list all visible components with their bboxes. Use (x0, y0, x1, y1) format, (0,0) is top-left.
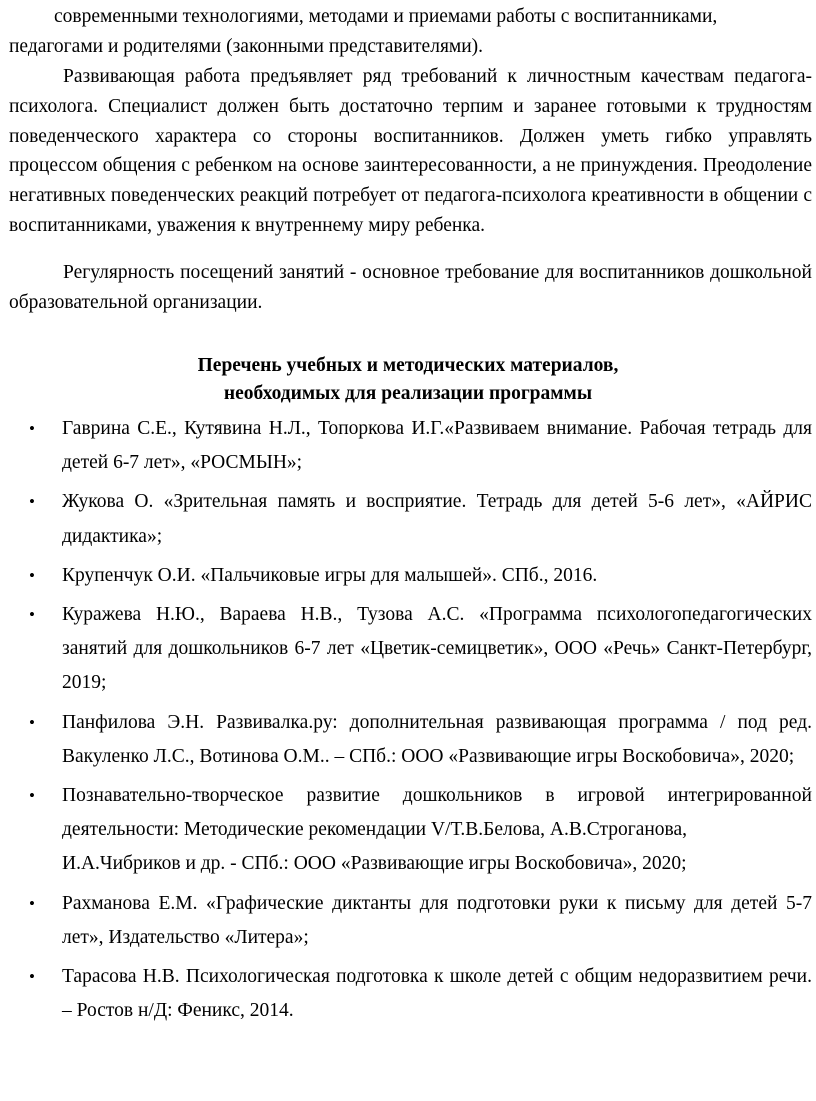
intro-paragraph (9, 2, 812, 62)
list-item-text: Рахманова Е.М. «Графические диктанты для подготовки руки к письму для детей 5-7 лет», Издательство «Литера»; (62, 892, 812, 948)
bullet-icon: • (29, 605, 35, 625)
bullet-icon: • (29, 419, 35, 438)
list-item (0, 706, 816, 774)
materials-list (0, 412, 816, 1033)
list-item (0, 960, 816, 1028)
paragraph-1-text: Развивающая работа предъявляет ряд требований к личностным качествам педагога-психолога. Специалист должен быть достаточно терпим и заранее готовыми к трудностям поведенческого характера со стороны воспитанников. Должен уметь гибко управлять процессом общения с ребенком на основе заинтересованности, а не принуждения. Преодоление негативных поведенческих реакций потребует от педагога-психолога креативности в общении с воспитанниками, уважения к внутреннему миру ребенка. (9, 66, 812, 236)
list-item (0, 559, 816, 593)
list-item-text: Тарасова Н.В. Психологическая подготовка к школе детей с общим недоразвитием речи. – Ростов н/Д: Феникс, 2014. (62, 966, 812, 1022)
bullet-icon: • (29, 492, 35, 512)
bullet-icon: • (29, 565, 35, 585)
bullet-icon: • (29, 712, 35, 732)
list-item-continuation: И.А.Чибриков и др. - СПб.: ООО «Развивающие игры Воскобовича», 2020; (62, 853, 687, 875)
list-item-text: Жукова О. «Зрительная память и восприятие. Тетрадь для детей 5-6 лет», «АЙРИС дидактика»; (62, 491, 812, 547)
list-item (0, 412, 816, 480)
heading-line-1: Перечень учебных и методических материалов, (197, 355, 619, 376)
list-item-text: Познавательно-творческое развитие дошкольников в игровой интегрированной деятельности: Методические рекомендации V/Т.В.Белова, А.В.Строганова, (62, 785, 812, 841)
paragraph-2-text: Регулярность посещений занятий - основное требование для воспитанников дошкольной образовательной организации. (9, 262, 812, 313)
list-item-text: Куражева Н.Ю., Вараева Н.В., Тузова А.С. «Программа психологопедагогических занятий для дошкольников 6-7 лет «Цветик-семицветик», ООО «Речь» Санкт-Петербург, 2019; (62, 604, 812, 694)
list-item-text: Гаврина С.Е., Кутявина Н.Л., Топоркова И.Г.«Развиваем внимание. Рабочая тетрадь для детей 6-7 лет», «РОСМЫН»; (62, 418, 812, 474)
list-item-text: Панфилова Э.Н. Развивалка.ру: дополнительная развивающая программа / под ред. Вакуленко Л.С., Вотинова О.М.. – СПб.: ООО «Развивающие игры Воскобовича», 2020; (62, 711, 812, 767)
intro-line-2: педагогами и родителями (законными представителями). (9, 35, 484, 57)
section-heading (0, 352, 816, 408)
list-item (0, 779, 816, 882)
bullet-icon: • (29, 967, 35, 987)
list-item (0, 887, 816, 955)
bullet-icon: • (29, 893, 35, 913)
body-paragraph-1 (9, 62, 812, 241)
body-paragraph-2 (9, 258, 812, 318)
intro-line-1: современными технологиями, методами и приемами работы с воспитанниками, (54, 6, 718, 27)
list-item (0, 598, 816, 701)
heading-line-2: необходимых для реализации программы (223, 383, 593, 404)
list-item-text: Крупенчук О.И. «Пальчиковые игры для малышей». СПб., 2016. (62, 564, 598, 586)
bullet-icon: • (29, 786, 35, 806)
list-item (0, 485, 816, 553)
